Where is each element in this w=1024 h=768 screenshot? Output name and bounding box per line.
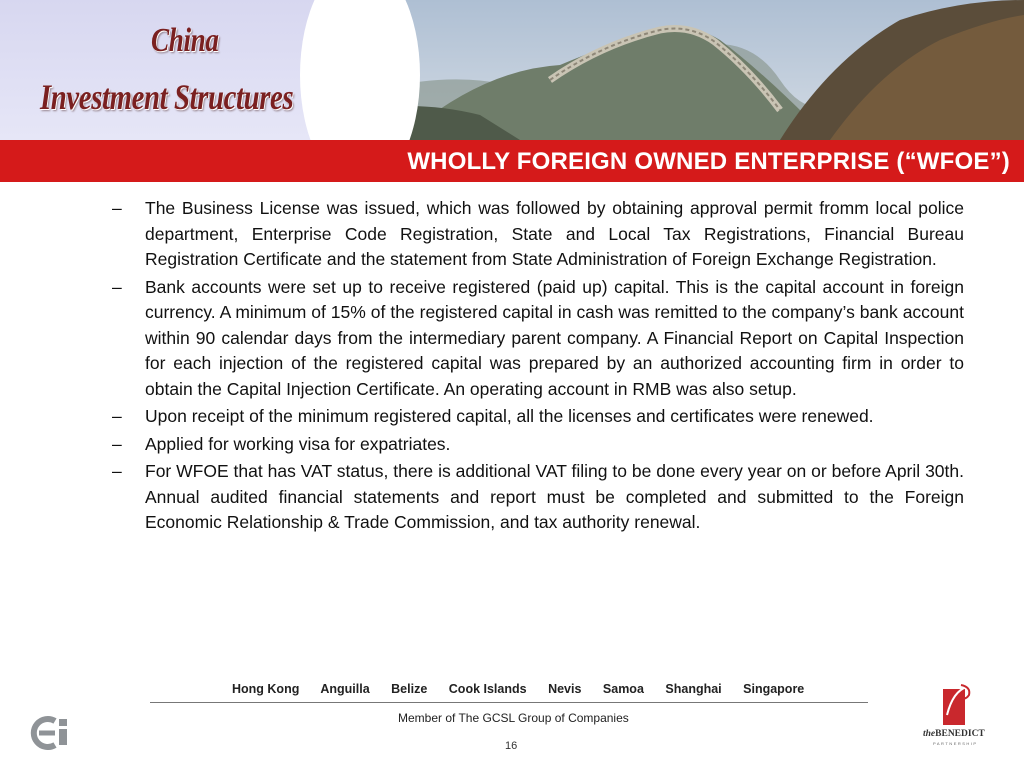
header-title-line1: China [151, 22, 219, 59]
list-item-text: For WFOE that has VAT status, there is additional VAT filing to be done every year on or before April 30th. Annual audited financial statements and report must be completed and submitted to the Foreign Economic Relationship & Trade Commission, and tax authority renewal. [145, 461, 964, 532]
benedict-logo-icon [915, 683, 1000, 753]
section-title-bar [0, 140, 1024, 182]
list-item-text: The Business License was issued, which was followed by obtaining approval permit fromm local police department, Enterprise Code Registration, State and Local Tax Registrations, Financial Bureau Registration Certificate and the statement from State Administration of Foreign Exchange Registration. [145, 198, 964, 269]
gcsl-logo-icon [25, 715, 80, 750]
bullet-dash: – [112, 433, 122, 454]
bullet-list [110, 196, 964, 538]
list-item [110, 196, 964, 273]
header-curve-divider [300, 0, 420, 140]
list-item [110, 432, 964, 458]
footer-divider [150, 702, 868, 703]
location-item: Shanghai [665, 682, 722, 696]
header-title-line2: Investment Structures [40, 77, 294, 117]
great-wall-image-icon [360, 0, 1024, 140]
benedict-logo-name: theBENEDICT [923, 729, 985, 739]
location-item: Anguilla [320, 682, 370, 696]
list-item [110, 404, 964, 430]
benedict-logo-sub: PARTNERSHIP [933, 741, 978, 746]
bullet-dash: – [112, 276, 122, 297]
bullet-dash: – [112, 461, 122, 481]
list-item [110, 275, 964, 403]
location-item: Cook Islands [448, 682, 527, 696]
header-banner [0, 0, 1024, 140]
great-wall-photo [360, 0, 1024, 140]
location-item: Hong Kong [232, 682, 300, 696]
location-item: Nevis [548, 682, 582, 696]
location-item: Samoa [602, 682, 644, 696]
section-title: WHOLLY FOREIGN OWNED ENTERPRISE (“WFOE”) [407, 148, 1010, 175]
list-item-text: Bank accounts were set up to receive registered (paid up) capital. This is the capital account in foreign currency. A minimum of 15% of the registered capital in cash was remitted to the company’s bank account within 90 calendar days from the intermediary parent company. A Financial Report on Capital Inspection for each injection of the registered capital was prepared by an authorized accounting firm in order to obtain the Capital Injection Certificate. An operating account in RMB was also setup. [145, 276, 964, 399]
location-item: Belize [391, 682, 428, 696]
bullet-dash: – [112, 198, 122, 218]
member-text: Member of The GCSL Group of Companies [398, 711, 629, 725]
list-item [110, 459, 964, 536]
list-item-text: Upon receipt of the minimum registered capital, all the licenses and certificates were renewed. [145, 406, 874, 426]
list-item-text: Applied for working visa for expatriates. [145, 433, 451, 454]
page-number: 16 [505, 740, 518, 752]
office-locations [232, 682, 822, 696]
bullet-dash: – [112, 406, 122, 426]
location-item: Singapore [743, 682, 805, 696]
